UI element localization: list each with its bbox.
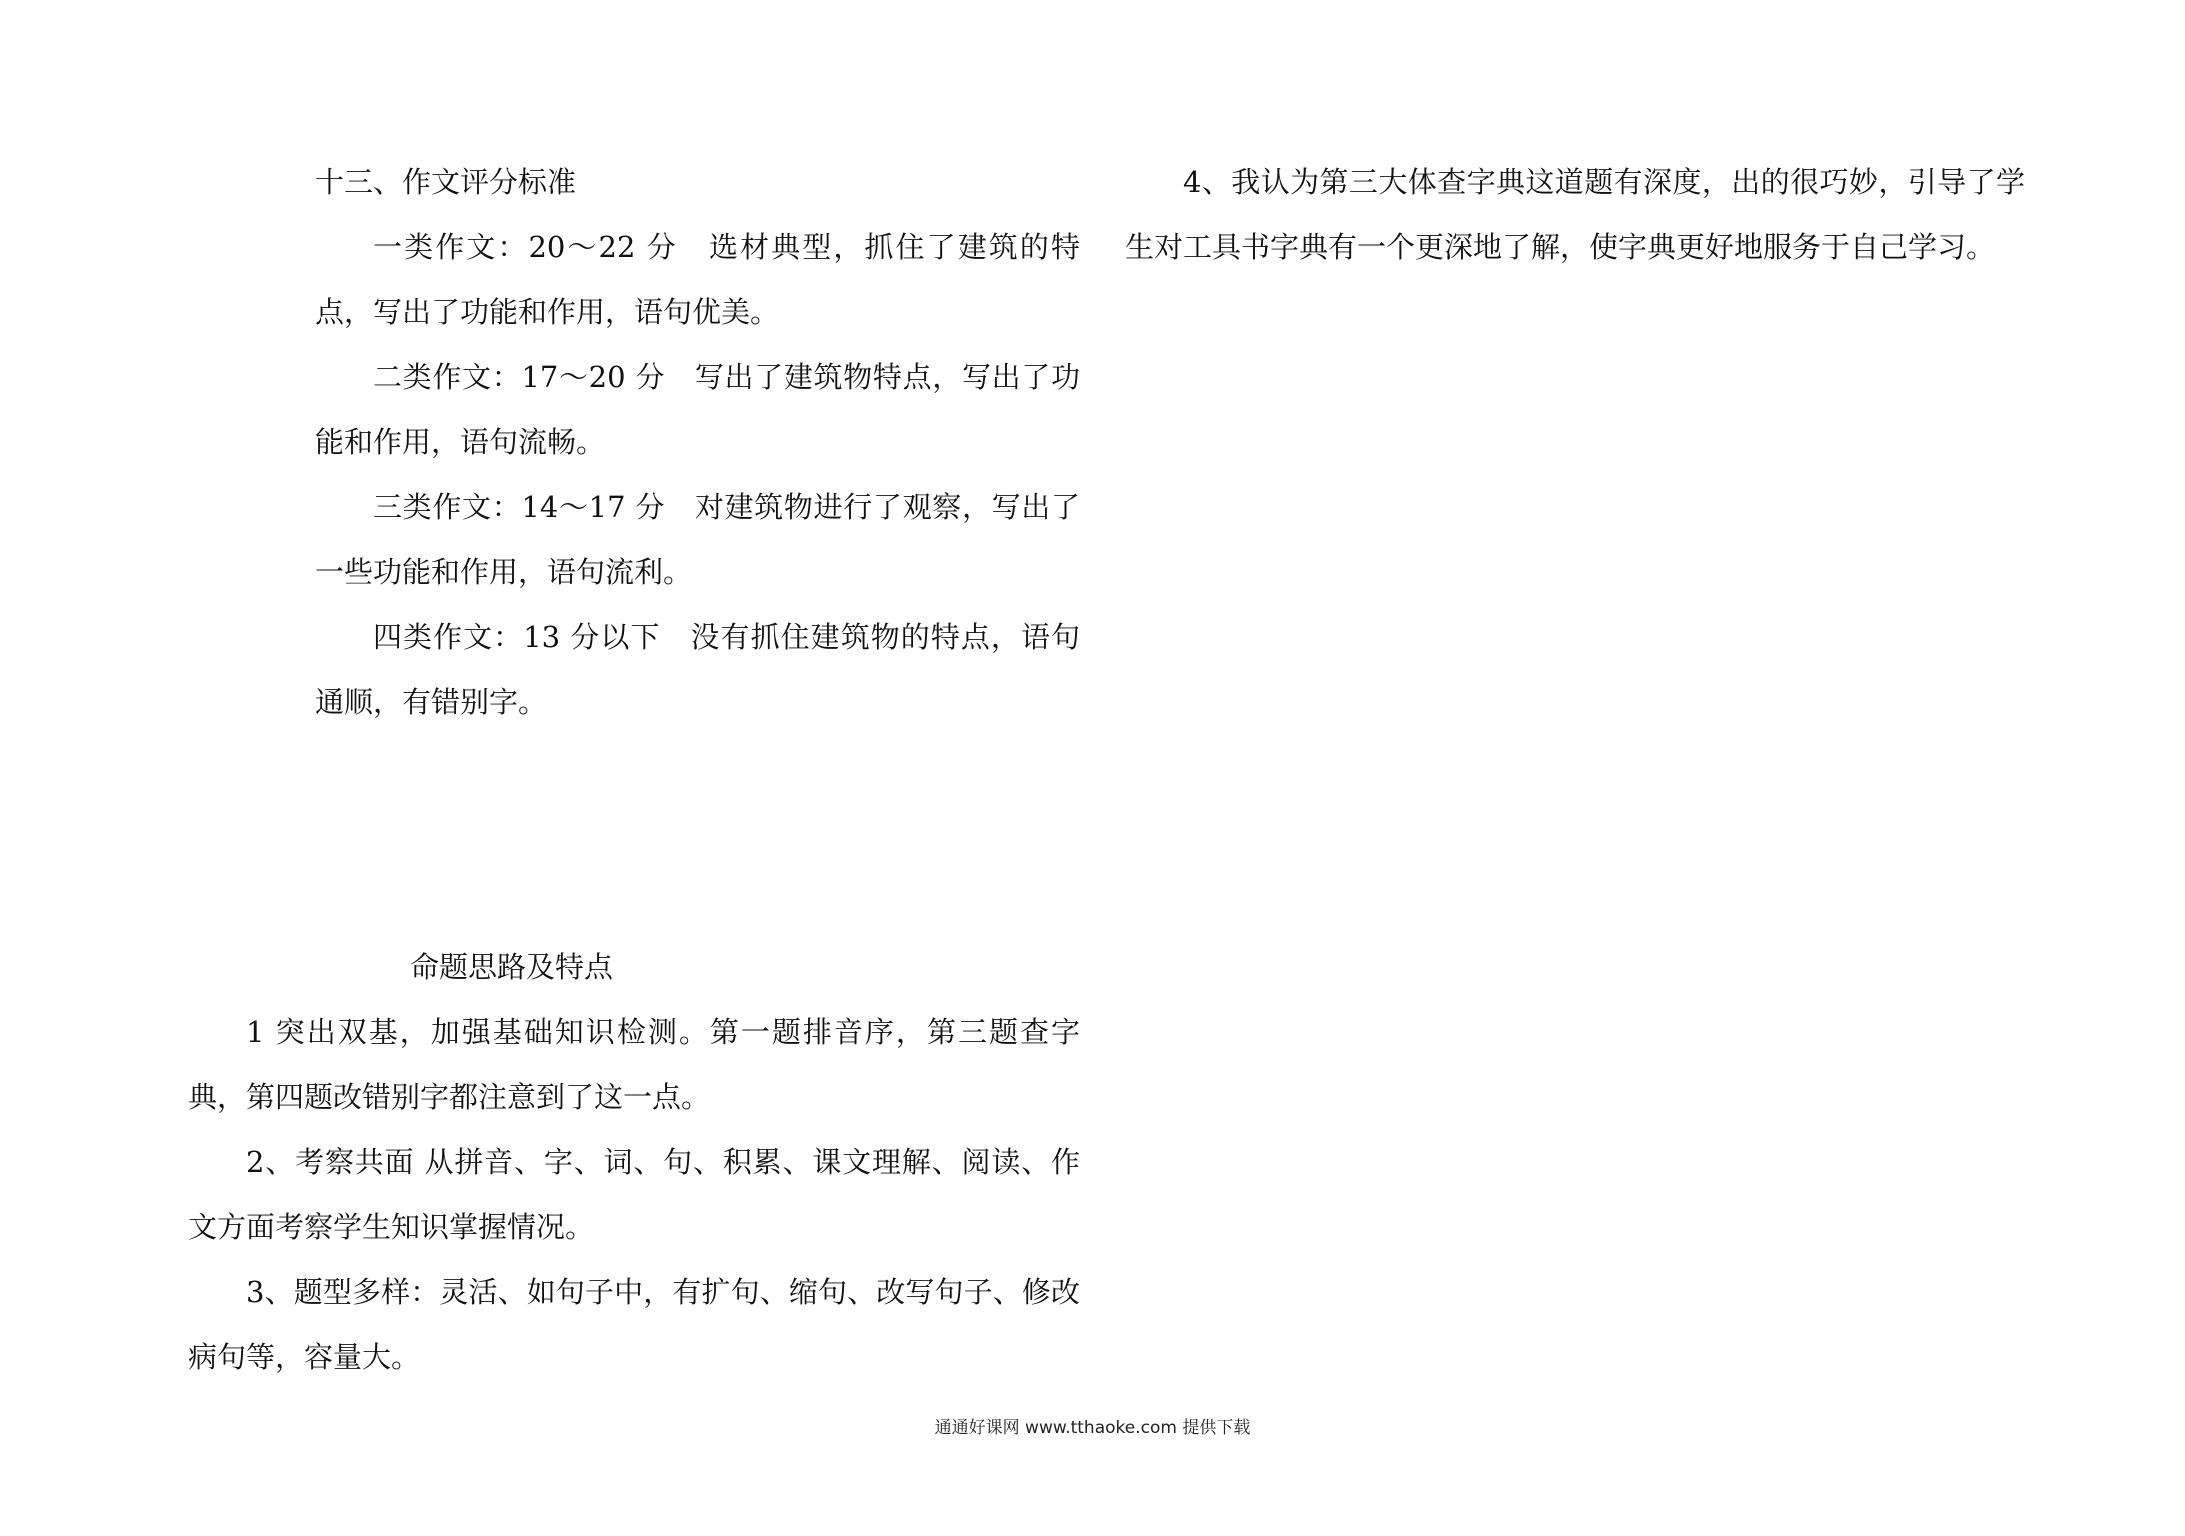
section-heading: 十三、作文评分标准 [315, 165, 577, 199]
design-rationale-section [188, 935, 1080, 1390]
page-footer: 通通好课网 www.tthaoke.com 提供下载 [934, 1418, 1251, 1438]
scoring-standards-section [315, 150, 1080, 735]
paragraph-point-1: 1 突出双基，加强基础知识检测。第一题排音序，第三题查字典，第四题改错别字都注意到了这一点。 [188, 1015, 1080, 1114]
paragraph-grade-1: 一类作文：20～22 分 选材典型，抓住了建筑的特点，写出了功能和作用，语句优美。 [315, 230, 1080, 329]
paragraph-point-4: 4、我认为第三大体查字典这道题有深度，出的很巧妙，引导了学生对工具书字典有一个更深地了解，使字典更好地服务于自己学习。 [1125, 165, 2025, 264]
paragraph-grade-2: 二类作文：17～20 分 写出了建筑物特点，写出了功能和作用，语句流畅。 [315, 360, 1080, 459]
paragraph-point-2: 2、考察共面 从拼音、字、词、句、积累、课文理解、阅读、作文方面考察学生知识掌握情况。 [188, 1145, 1080, 1244]
paragraph-point-3: 3、题型多样：灵活、如句子中，有扩句、缩句、改写句子、修改病句等，容量大。 [188, 1275, 1080, 1374]
right-column [1125, 150, 2025, 280]
section-heading: 命题思路及特点 [410, 950, 614, 984]
paragraph-grade-3: 三类作文：14～17 分 对建筑物进行了观察，写出了一些功能和作用，语句流利。 [315, 490, 1080, 589]
paragraph-grade-4: 四类作文：13 分以下 没有抓住建筑物的特点，语句通顺，有错别字。 [315, 620, 1080, 719]
